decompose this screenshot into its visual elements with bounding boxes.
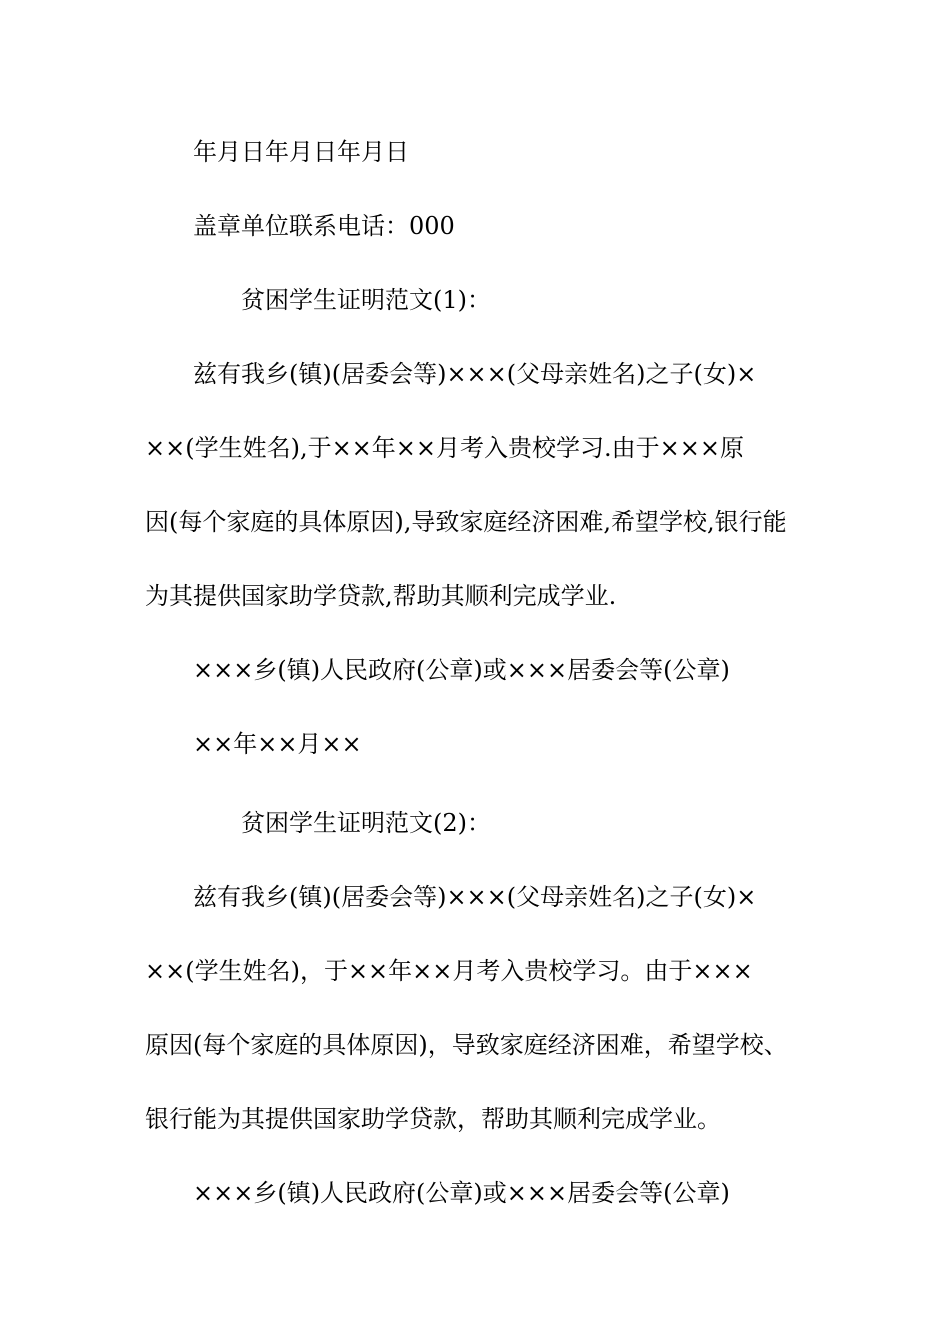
- sample-1-heading: 贫困学生证明范文(1)：: [241, 286, 491, 314]
- sample-2-signature: ×××乡(镇)人民政府(公章)或×××居委会等(公章): [193, 1179, 730, 1207]
- sample-2-body-line: 银行能为其提供国家助学贷款，帮助其顺利完成学业。: [145, 1105, 721, 1133]
- sample-1-signature: ×××乡(镇)人民政府(公章)或×××居委会等(公章): [193, 656, 730, 684]
- sample-1-body-line: 因(每个家庭的具体原因),导致家庭经济困难,希望学校,银行能: [145, 508, 787, 536]
- sample-1-body-line: 为其提供国家助学贷款,帮助其顺利完成学业.: [145, 582, 617, 610]
- sample-1-body-line: ××(学生姓名),于××年××月考入贵校学习.由于×××原: [145, 434, 744, 462]
- sample-2-body-line: ××(学生姓名)，于××年××月考入贵校学习。由于×××: [145, 957, 753, 985]
- contact-phone-line: 盖章单位联系电话：000: [193, 212, 455, 240]
- date-line: 年月日年月日年月日: [193, 138, 409, 166]
- sample-2-body-line: 原因(每个家庭的具体原因)，导致家庭经济困难，希望学校、: [145, 1031, 788, 1059]
- sample-2-body-line: 兹有我乡(镇)(居委会等)×××(父母亲姓名)之子(女)×: [193, 883, 757, 911]
- sample-1-date: ××年××月××: [193, 730, 362, 758]
- sample-1-body-line: 兹有我乡(镇)(居委会等)×××(父母亲姓名)之子(女)×: [193, 360, 757, 388]
- sample-2-heading: 贫困学生证明范文(2)：: [241, 809, 491, 837]
